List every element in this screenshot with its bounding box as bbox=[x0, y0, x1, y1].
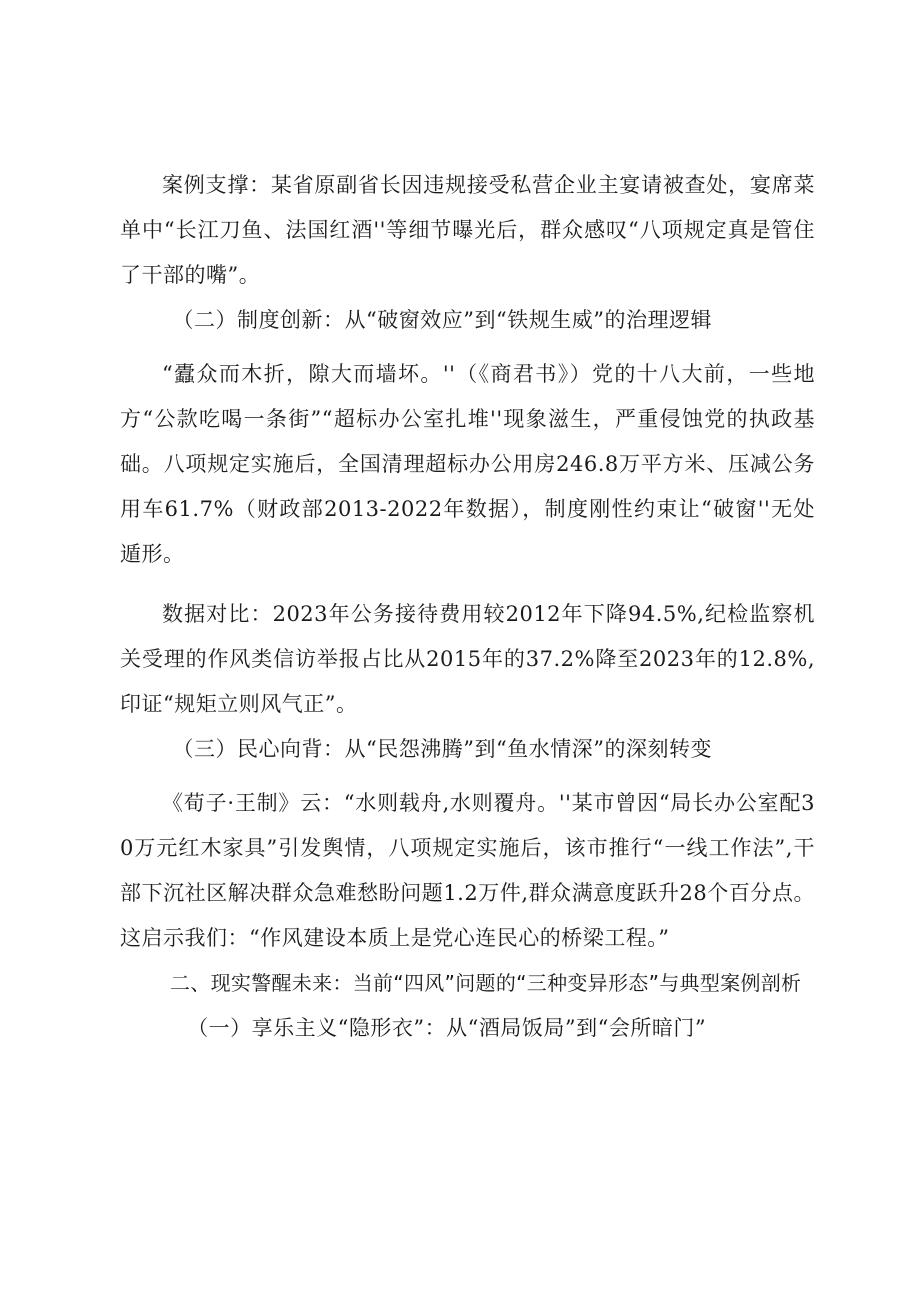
xunzi-paragraph: 《荀子·王制》云：“水则载舟,水则覆舟。''某市曾因“局长办公室配30万元红木家具”引发舆情，八项规定实施后，该市推行“一线工作法”,干部下沉社区解决群众急难愁盼问题1.2万件,群众满意度跃升28个百分点。这启示我们：“作风建设本质上是党心连民心的桥梁工程。” bbox=[120, 791, 815, 950]
document-body bbox=[120, 163, 815, 1051]
case-support-paragraph: 案例支撑：某省原副省长因违规接受私营企业主宴请被查处，宴席菜单中“长江刀鱼、法国红酒''等细节曝光后，群众感叹“八项规定真是管住了干部的嘴”。 bbox=[120, 173, 815, 287]
subsection-heading-2: （二）制度创新：从“破窗效应”到“铁规生威”的治理逻辑 bbox=[172, 308, 712, 332]
section-2-title: 二、现实警醒未来：当前“四风”问题的“三种变异形态”与典型案例剖析 bbox=[170, 971, 802, 995]
data-comparison-paragraph: 数据对比：2023年公务接待费用较2012年下降94.5%,纪检监察机关受理的作风类信访举报占比从2015年的37.2%降至2023年的12.8%,印证“规矩立则风气正”。 bbox=[120, 602, 815, 716]
subsection-heading-1: （一）享乐主义“隐形衣”：从“酒局饭局”到“会所暗门” bbox=[187, 1016, 707, 1040]
subsection-heading-3: （三）民心向背：从“民怨沸腾”到“鱼水情深”的深刻转变 bbox=[172, 737, 712, 761]
system-innovation-paragraph: “蠹众而木折，隙大而墙坏。''（《商君书》）党的十八大前，一些地方“公款吃喝一条街”“超标办公室扎堆''现象滋生，严重侵蚀党的执政基础。八项规定实施后，全国清理超标办公用房246.8万平方米、压减公务用车61.7%（财政部2013-2022年数据），制度刚性约束让“破窗''无处遁形。 bbox=[120, 362, 815, 566]
